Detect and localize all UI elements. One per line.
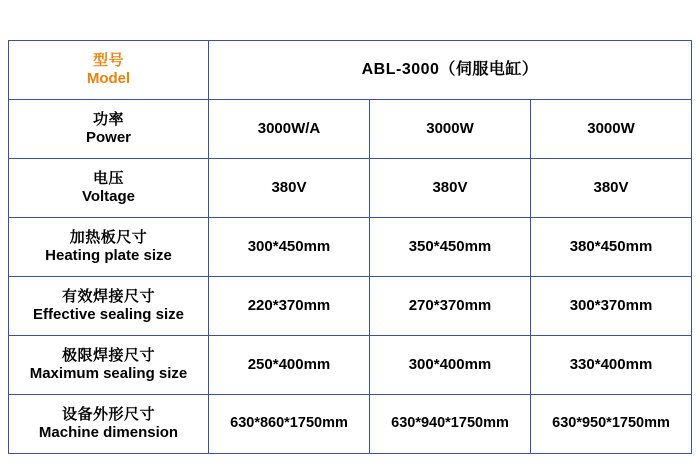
row-label-cn: 极限焊接尺寸 — [61, 347, 155, 365]
cell-value: 3000W/A — [209, 100, 370, 159]
row-label-heating-plate-size — [9, 218, 209, 277]
cell-value: 3000W — [370, 100, 531, 159]
cell-value: 300*400mm — [370, 336, 531, 395]
cell-value: 220*370mm — [209, 277, 370, 336]
cell-value: 380V — [531, 159, 692, 218]
cell-value: 3000W — [531, 100, 692, 159]
cell-value: 250*400mm — [209, 336, 370, 395]
row-label-en: Effective sealing size — [33, 306, 184, 323]
table-row — [9, 336, 692, 395]
row-label-en: Maximum sealing size — [29, 365, 188, 382]
header-model-label-cn: 型号 — [92, 52, 124, 70]
cell-value: 630*860*1750mm — [209, 395, 370, 454]
cell-value: 300*370mm — [531, 277, 692, 336]
specification-table — [8, 40, 692, 454]
header-model-title: ABL-3000（伺服电缸） — [209, 41, 692, 100]
row-label-en: Power — [85, 129, 131, 146]
table-row — [9, 100, 692, 159]
table-row — [9, 218, 692, 277]
row-label-en: Voltage — [81, 188, 136, 205]
row-label-en: Heating plate size — [45, 247, 172, 264]
table-row — [9, 277, 692, 336]
row-label-en: Machine dimension — [38, 424, 179, 441]
cell-value: 630*940*1750mm — [370, 395, 531, 454]
row-label-effective-sealing-size — [9, 277, 209, 336]
cell-value: 300*450mm — [209, 218, 370, 277]
row-label-cn: 功率 — [92, 111, 124, 129]
row-label-cn: 设备外形尺寸 — [61, 406, 155, 424]
row-label-machine-dimension — [9, 395, 209, 454]
row-label-cn: 有效焊接尺寸 — [61, 288, 155, 306]
cell-value: 270*370mm — [370, 277, 531, 336]
table-header-row — [9, 41, 692, 100]
cell-value: 380V — [209, 159, 370, 218]
row-label-voltage — [9, 159, 209, 218]
table-row — [9, 159, 692, 218]
row-label-power — [9, 100, 209, 159]
cell-value: 380*450mm — [531, 218, 692, 277]
row-label-cn: 加热板尺寸 — [69, 229, 148, 247]
cell-value: 380V — [370, 159, 531, 218]
cell-value: 630*950*1750mm — [531, 395, 692, 454]
header-model-cell — [9, 41, 209, 100]
table-row — [9, 395, 692, 454]
row-label-maximum-sealing-size — [9, 336, 209, 395]
row-label-cn: 电压 — [92, 170, 124, 188]
header-model-label-en: Model — [86, 70, 131, 87]
cell-value: 350*450mm — [370, 218, 531, 277]
cell-value: 330*400mm — [531, 336, 692, 395]
